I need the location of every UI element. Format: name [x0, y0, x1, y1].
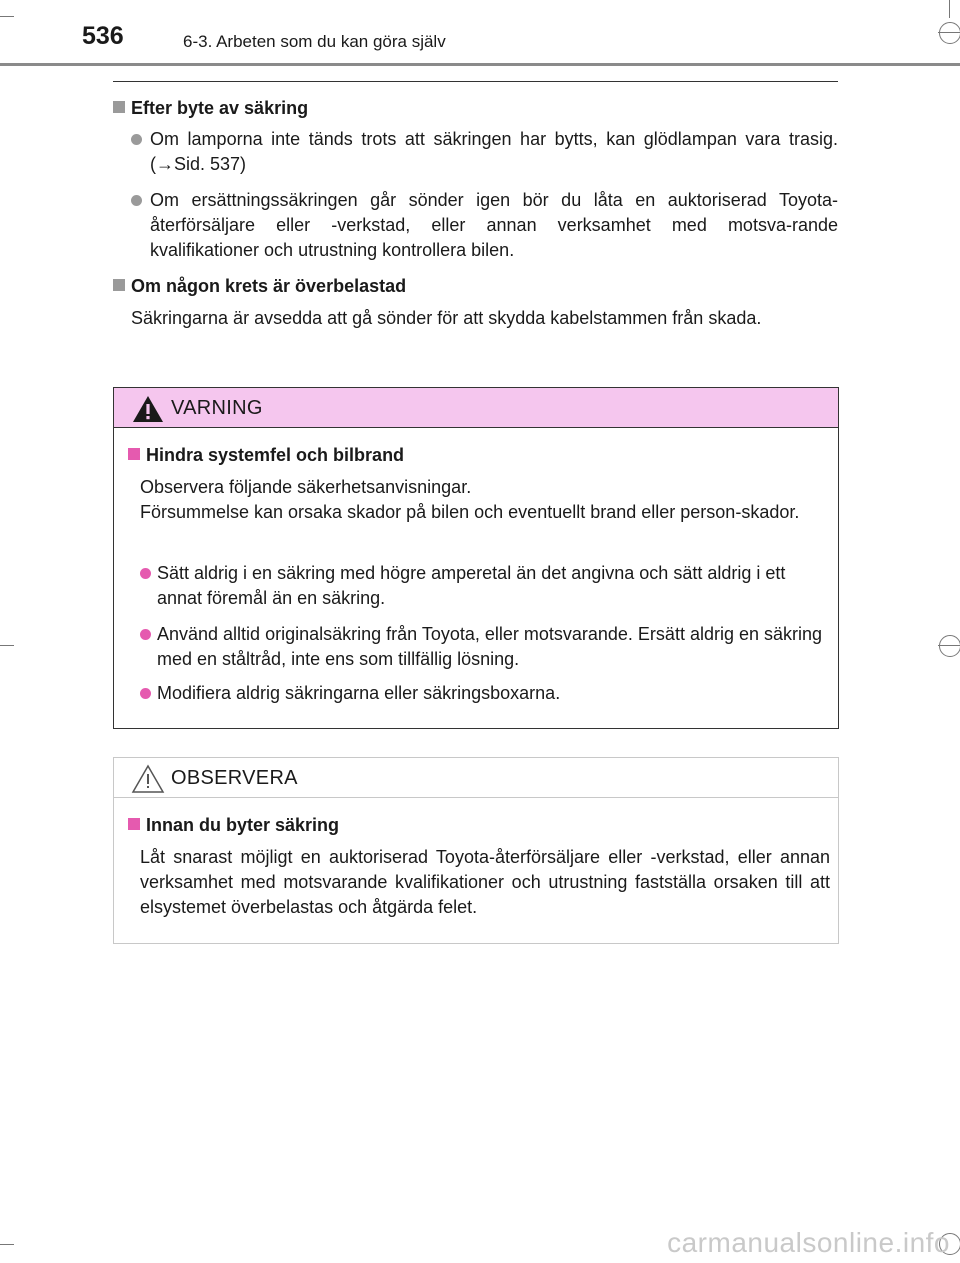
list-item: Använd alltid originalsäkring från Toyota, eller motsvarande. Ersätt aldrig en säkring med en ståltråd, inte ens som tillfällig lösning. — [140, 622, 830, 672]
warning-subtitle: Hindra systemfel och bilbrand — [128, 445, 404, 466]
page-number: 536 — [82, 22, 124, 50]
notice-text: Låt snarast möjligt en auktoriserad Toyota-återförsäljare eller -verkstad, eller annan verksamhet med motsvarande kvalifikationer och utrustning fastställa orsaken till att elsystemet överbelastas och åtgärda felet. — [140, 847, 830, 917]
notice-header — [114, 758, 838, 798]
circle-bullet-icon — [140, 568, 151, 579]
caution-triangle-icon — [131, 764, 165, 794]
list-item: Modifiera aldrig säkringarna eller säkringsboxarna. — [140, 681, 830, 706]
circle-bullet-icon — [140, 629, 151, 640]
header-divider — [0, 63, 960, 66]
registration-mark — [939, 635, 960, 657]
list-item: Om ersättningssäkringen går sönder igen bör du låta en auktoriserad Toyota-återförsäljare eller -verkstad, eller annan verksamhet med motsva-rande kvalifikationer och utrustning kontrollera bilen. — [131, 188, 838, 263]
warning-triangle-icon — [131, 394, 165, 424]
crop-mark — [0, 645, 14, 646]
warning-intro: Observera följande säkerhetsanvisningar. Försummelse kan orsaka skador på bilen och eventuellt brand eller person-skador. — [140, 477, 800, 522]
square-bullet-icon — [128, 818, 140, 830]
square-bullet-icon — [113, 101, 125, 113]
circle-bullet-icon — [131, 134, 142, 145]
square-bullet-icon — [113, 279, 125, 291]
crop-mark — [949, 0, 950, 18]
warning-box — [113, 387, 839, 729]
notice-box — [113, 757, 839, 944]
chapter-title: 6-3. Arbeten som du kan göra själv — [183, 32, 446, 51]
crop-mark — [0, 16, 14, 17]
notice-label: OBSERVERA — [171, 767, 298, 789]
circle-bullet-icon — [140, 688, 151, 699]
registration-mark — [939, 22, 960, 44]
page-header — [0, 0, 960, 70]
circle-bullet-icon — [131, 195, 142, 206]
section-title-after-fuse-change: Efter byte av säkring — [113, 98, 308, 119]
list-item: Sätt aldrig i en säkring med högre amperetal än det angivna och sätt aldrig i ett annat föremål än en säkring. — [140, 561, 830, 611]
top-rule — [113, 81, 838, 82]
warning-header — [114, 388, 838, 428]
square-bullet-icon — [128, 448, 140, 460]
notice-subtitle: Innan du byter säkring — [128, 815, 339, 836]
section-title-circuit-overloaded: Om någon krets är överbelastad — [113, 276, 406, 297]
list-item: Om lamporna inte tänds trots att säkringen har bytts, kan glödlampan vara trasig. (→Sid. 537) — [131, 127, 838, 177]
section-text: Säkringarna är avsedda att gå sönder för att skydda kabelstammen från skada. — [131, 308, 762, 328]
watermark: carmanualsonline.info — [667, 1227, 950, 1258]
crop-mark — [0, 1244, 14, 1245]
warning-label: VARNING — [171, 397, 263, 419]
